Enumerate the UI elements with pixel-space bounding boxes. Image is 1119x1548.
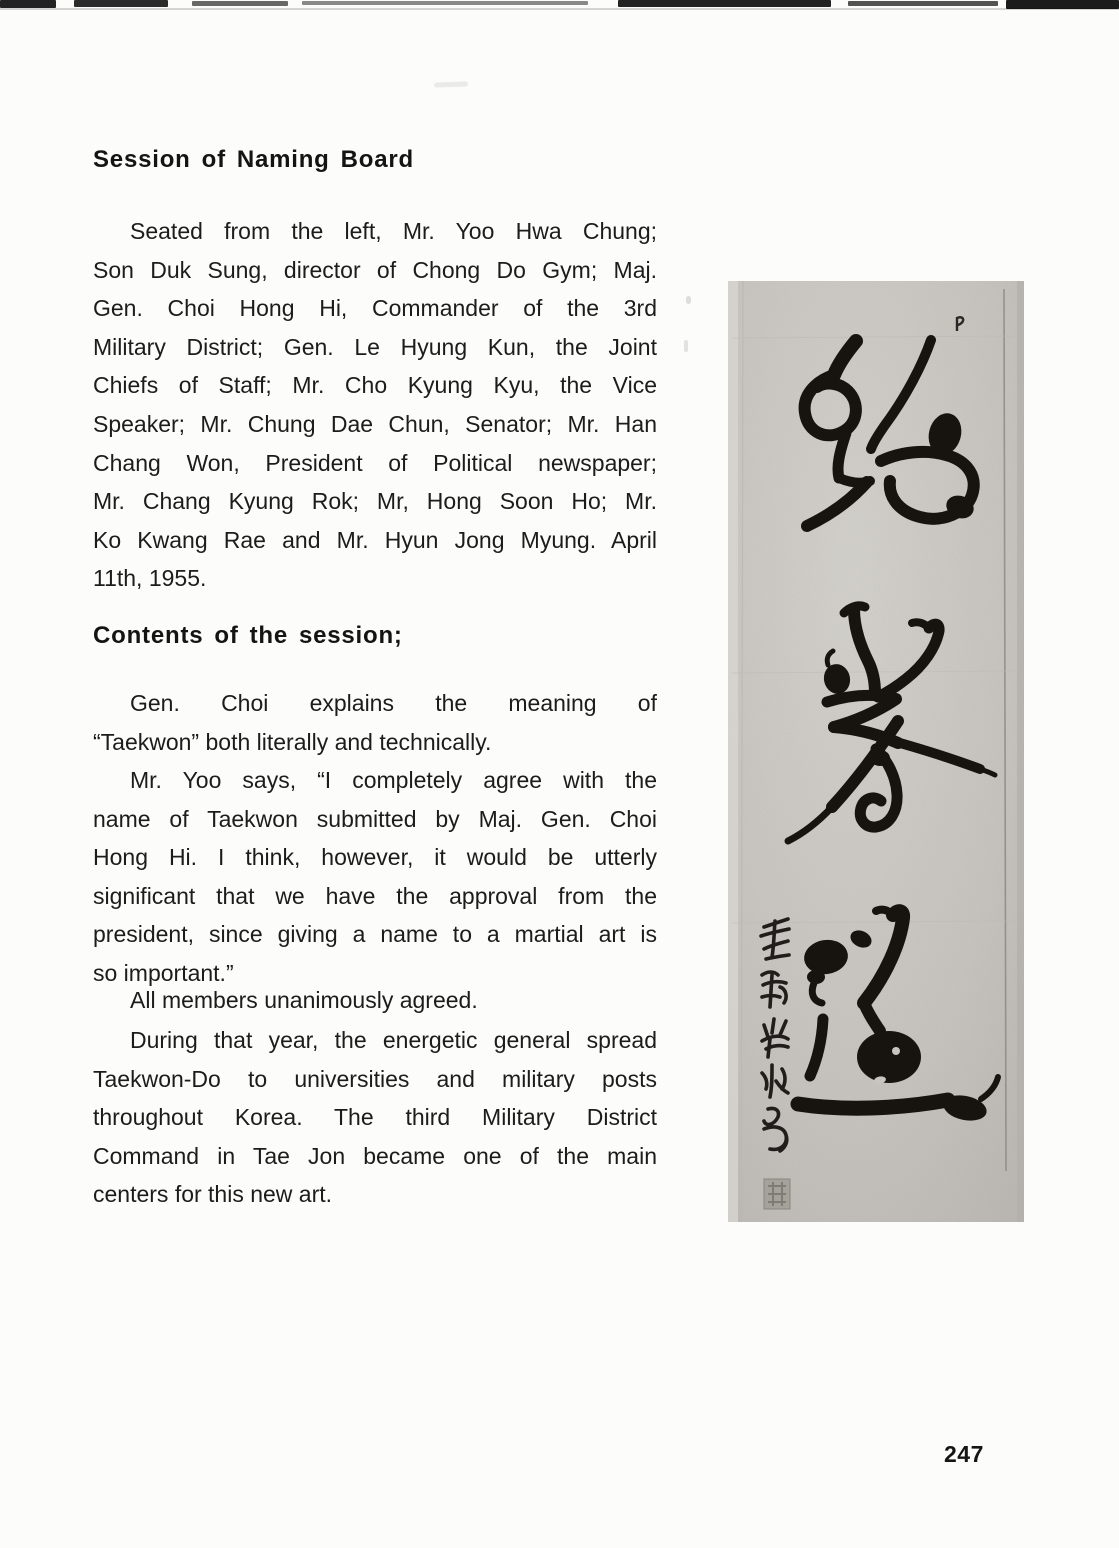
scan-mark — [74, 0, 168, 7]
text-line: Gen. Choi explains the meaning of — [130, 690, 657, 716]
text-line: centers for this new art. — [93, 1181, 333, 1208]
text-line: name of Taekwon submitted by Maj. Gen. Choi — [93, 805, 657, 832]
paragraph-agreed — [93, 981, 657, 1020]
page-number: 247 — [944, 1441, 984, 1467]
scan-artifact-top — [0, 0, 1119, 14]
text-line: significant that we have the approval from the — [93, 882, 657, 909]
calligraphy-image — [728, 281, 1024, 1222]
scan-mark — [618, 0, 831, 7]
calligraphy-svg — [728, 281, 1024, 1222]
section-heading-naming-board: Session of Naming Board — [93, 146, 414, 173]
section-heading-contents: Contents of the session; — [93, 622, 403, 649]
scan-mark — [302, 1, 588, 5]
text-line: Hong Hi. I think, however, it would be utterly — [93, 844, 657, 871]
text-line: president, since giving a name to a martial art is — [93, 921, 657, 948]
scan-mark — [848, 1, 998, 6]
text-line: All members unanimously agreed. — [130, 987, 478, 1013]
paragraph-spread — [93, 1021, 657, 1214]
text-line: “Taekwon” both literally and technically. — [93, 728, 492, 755]
text-line: Taekwon-Do to universities and military posts — [93, 1065, 657, 1092]
text-line: 11th, 1955. — [93, 565, 207, 592]
scan-smudge — [686, 296, 691, 304]
paragraph-explains — [93, 684, 657, 761]
scan-hairline — [0, 8, 1119, 10]
paragraph-yoo-quote — [93, 761, 657, 993]
text-line: Command in Tae Jon became one of the main — [93, 1142, 657, 1169]
text-line: Gen. Choi Hong Hi, Commander of the 3rd — [93, 295, 657, 322]
text-line: so important.” — [93, 959, 234, 986]
scan-smudge — [684, 340, 688, 352]
text-line: throughout Korea. The third Military District — [93, 1104, 657, 1131]
paragraph-seating — [93, 212, 657, 598]
seal-stamp — [764, 1179, 790, 1209]
text-line: Ko Kwang Rae and Mr. Hyun Jong Myung. April — [93, 526, 657, 553]
text-line: Chang Won, President of Political newspaper; — [93, 449, 657, 476]
scan-mark — [192, 1, 288, 6]
text-line: Chiefs of Staff; Mr. Cho Kyung Kyu, the Vice — [93, 372, 657, 399]
text-line: Speaker; Mr. Chung Dae Chun, Senator; Mr. Han — [93, 410, 657, 437]
text-line: Mr. Chang Kyung Rok; Mr, Hong Soon Ho; Mr. — [93, 488, 657, 515]
text-line: Mr. Yoo says, “I completely agree with the — [130, 767, 657, 793]
text-line: Military District; Gen. Le Hyung Kun, the Joint — [93, 333, 657, 360]
scan-smudge — [434, 81, 468, 87]
text-line: Son Duk Sung, director of Chong Do Gym; Maj. — [93, 256, 657, 283]
text-line: Seated from the left, Mr. Yoo Hwa Chung; — [130, 218, 657, 244]
text-line: During that year, the energetic general spread — [130, 1027, 657, 1053]
scan-mark — [0, 0, 56, 8]
